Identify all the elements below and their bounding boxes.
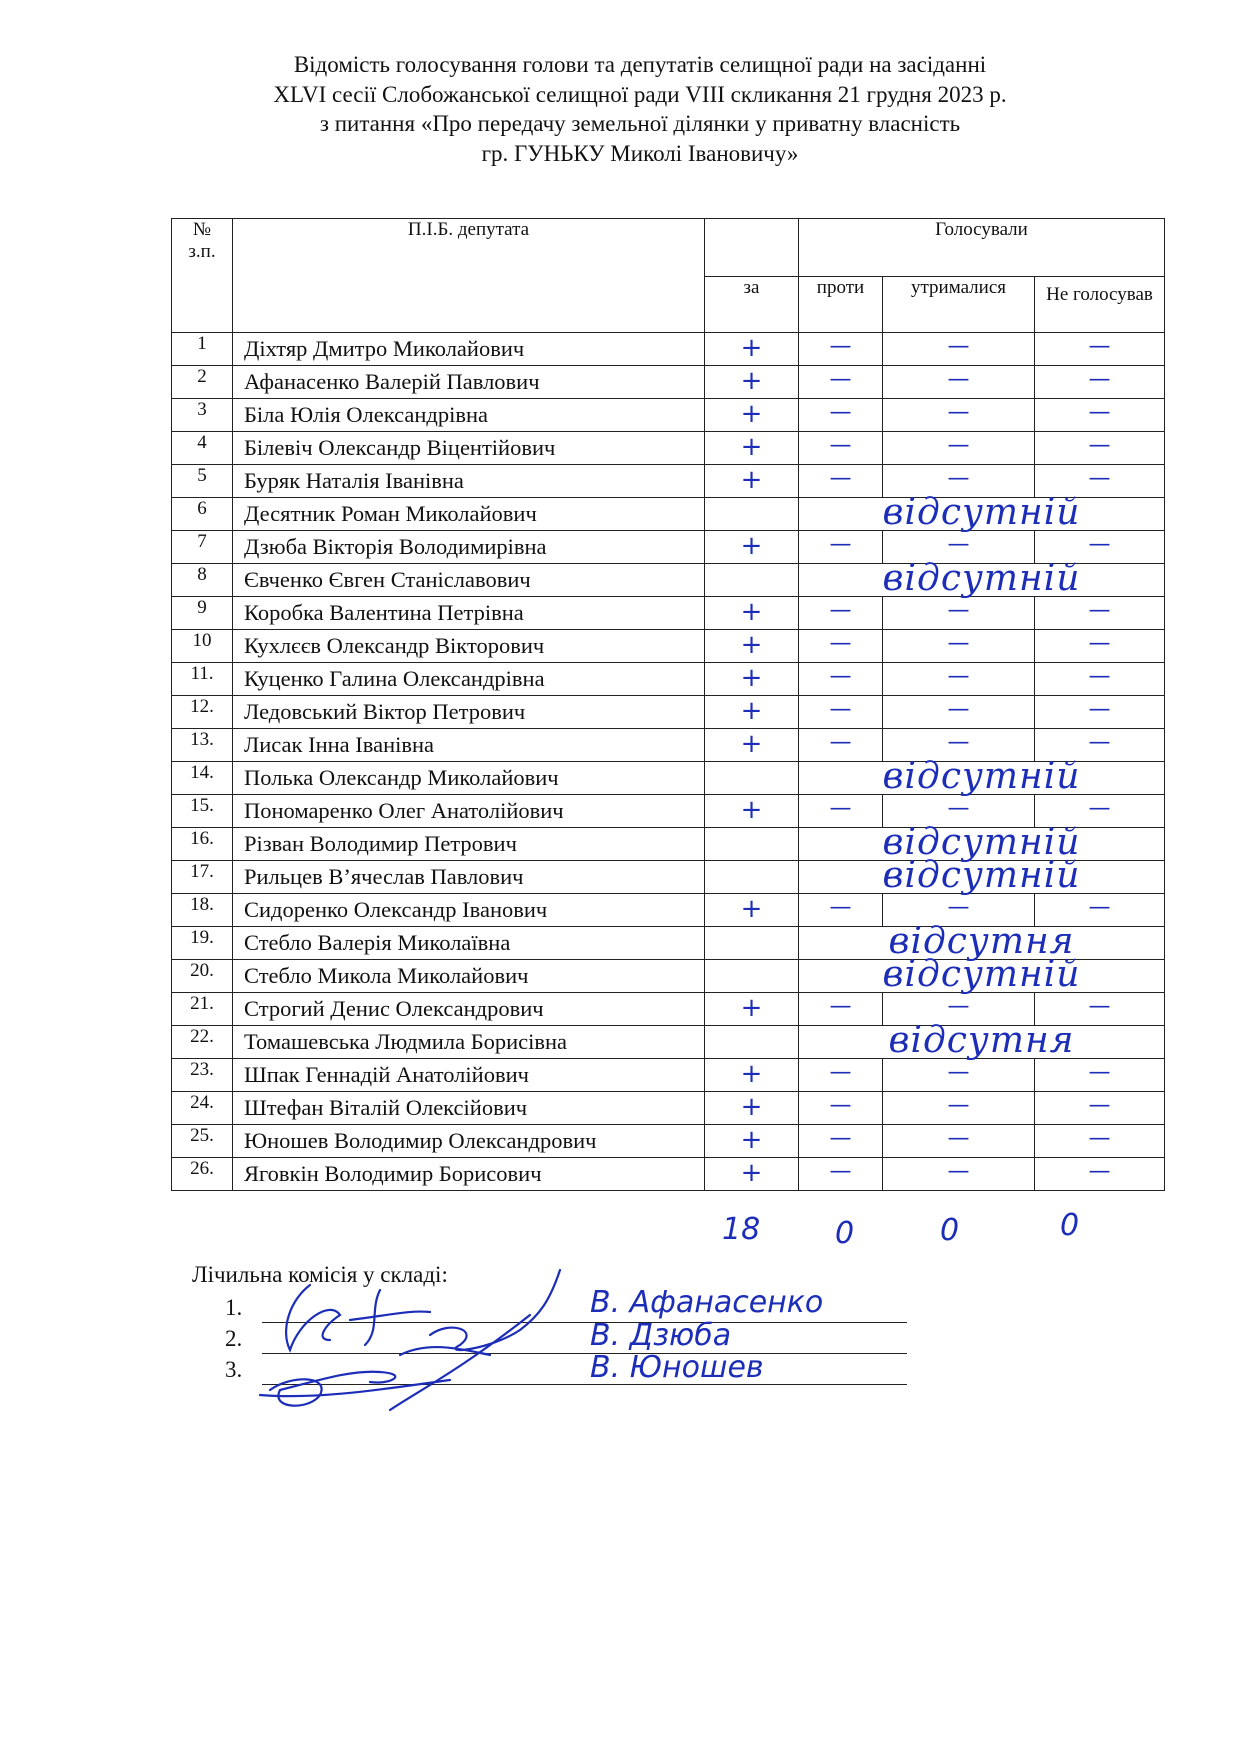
deputy-name: Полька Олександр Миколайович	[233, 762, 705, 795]
vote-not-voted-mark: —	[1035, 696, 1165, 729]
table-row	[172, 333, 1165, 366]
vote-abstained-mark: —	[883, 333, 1035, 366]
table-row	[172, 861, 1165, 894]
row-number: 9	[172, 597, 233, 630]
vote-not-voted-mark: —	[1035, 894, 1165, 927]
header-num-label: № з.п.	[188, 219, 216, 262]
deputy-name: Шпак Геннадій Анатолійович	[233, 1059, 705, 1092]
vote-against-mark: —	[799, 795, 883, 828]
vote-for-empty	[705, 861, 799, 894]
vote-against-mark: —	[799, 432, 883, 465]
row-number: 24.	[172, 1092, 233, 1125]
deputy-name: Біла Юлія Олександрівна	[233, 399, 705, 432]
vote-against-mark: —	[799, 366, 883, 399]
table-row	[172, 366, 1165, 399]
vote-abstained-mark: —	[883, 894, 1035, 927]
row-number: 3	[172, 399, 233, 432]
title-line-2: XLVI сесії Слобожанської селищної ради VIII скликання 21 грудня 2023 р.	[273, 81, 1007, 107]
row-number: 6	[172, 498, 233, 531]
deputy-name: Діхтяр Дмитро Миколайович	[233, 333, 705, 366]
deputy-name: Пономаренко Олег Анатолійович	[233, 795, 705, 828]
handwritten-signatures	[230, 1260, 590, 1440]
vote-not-voted-mark: —	[1035, 531, 1165, 564]
absent-note: відсутній	[799, 861, 1165, 894]
vote-abstained-mark: —	[883, 795, 1035, 828]
vote-against-mark: —	[799, 663, 883, 696]
vote-abstained-mark: —	[883, 1158, 1035, 1191]
vote-for-mark: +	[705, 993, 799, 1026]
row-number: 7	[172, 531, 233, 564]
deputy-name: Сидоренко Олександр Іванович	[233, 894, 705, 927]
total-for: 18	[722, 1212, 761, 1247]
vote-abstained-mark: —	[883, 399, 1035, 432]
vote-for-empty	[705, 960, 799, 993]
table-row	[172, 1059, 1165, 1092]
header-name: П.І.Б. депутата	[233, 219, 705, 333]
vote-not-voted-mark: —	[1035, 1125, 1165, 1158]
row-number: 4	[172, 432, 233, 465]
table-row	[172, 663, 1165, 696]
table-row	[172, 630, 1165, 663]
commission-member-name-3: В. Юношев	[590, 1350, 764, 1385]
table-row	[172, 399, 1165, 432]
table-row	[172, 498, 1165, 531]
header-not-voted	[1035, 277, 1165, 333]
row-number: 11.	[172, 663, 233, 696]
commission-member-name-1: В. Афанасенко	[590, 1285, 824, 1320]
table-row	[172, 1125, 1165, 1158]
vote-for-mark: +	[705, 894, 799, 927]
vote-for-mark: +	[705, 696, 799, 729]
deputy-name: Рильцев В’ячеслав Павлович	[233, 861, 705, 894]
vote-against-mark: —	[799, 993, 883, 1026]
vote-for-mark: +	[705, 399, 799, 432]
total-against: 0	[835, 1216, 855, 1251]
deputy-name: Десятник Роман Миколайович	[233, 498, 705, 531]
vote-for-mark: +	[705, 663, 799, 696]
vote-for-mark: +	[705, 1092, 799, 1125]
row-number: 15.	[172, 795, 233, 828]
header-not-voted-label: Не голосував	[1046, 284, 1153, 305]
vote-against-mark: —	[799, 1059, 883, 1092]
title-line-1: Відомість голосування голови та депутатів селищної ради на засіданні	[293, 52, 987, 77]
vote-against-mark: —	[799, 1125, 883, 1158]
vote-not-voted-mark: —	[1035, 729, 1165, 762]
vote-for-mark: +	[705, 366, 799, 399]
table-row	[172, 432, 1165, 465]
vote-for-mark: +	[705, 630, 799, 663]
vote-not-voted-mark: —	[1035, 399, 1165, 432]
table-row	[172, 1092, 1165, 1125]
vote-for-mark: +	[705, 729, 799, 762]
deputy-name: Ледовський Віктор Петрович	[233, 696, 705, 729]
absent-note: відсутній	[799, 498, 1165, 531]
vote-not-voted-mark: —	[1035, 993, 1165, 1026]
vote-abstained-mark: —	[883, 432, 1035, 465]
vote-not-voted-mark: —	[1035, 465, 1165, 498]
table-row	[172, 1158, 1165, 1191]
commission-member-name-2: В. Дзюба	[590, 1318, 732, 1353]
row-number: 13.	[172, 729, 233, 762]
header-against: проти	[799, 277, 883, 333]
deputy-name: Афанасенко Валерій Павлович	[233, 366, 705, 399]
table-row	[172, 960, 1165, 993]
row-number: 10	[172, 630, 233, 663]
vote-against-mark: —	[799, 696, 883, 729]
deputy-name: Томашевська Людмила Борисівна	[233, 1026, 705, 1059]
header-num	[172, 219, 233, 333]
row-number: 2	[172, 366, 233, 399]
row-number: 17.	[172, 861, 233, 894]
title-line-4: гр. ГУНЬКУ Миколі Івановичу»	[481, 140, 799, 166]
vote-for-mark: +	[705, 531, 799, 564]
deputy-name: Юношев Володимир Олександрович	[233, 1125, 705, 1158]
row-number: 5	[172, 465, 233, 498]
voting-table	[171, 218, 1165, 1191]
row-number: 26.	[172, 1158, 233, 1191]
vote-abstained-mark: —	[883, 465, 1035, 498]
vote-abstained-mark: —	[883, 1125, 1035, 1158]
row-number: 25.	[172, 1125, 233, 1158]
vote-abstained-mark: —	[883, 1059, 1035, 1092]
absent-note: відсутній	[799, 762, 1165, 795]
vote-not-voted-mark: —	[1035, 597, 1165, 630]
vote-for-mark: +	[705, 465, 799, 498]
row-number: 1	[172, 333, 233, 366]
vote-for-mark: +	[705, 333, 799, 366]
header-for: за	[705, 277, 799, 333]
vote-for-empty	[705, 927, 799, 960]
deputy-name: Дзюба Вікторія Володимирівна	[233, 531, 705, 564]
vote-for-mark: +	[705, 1059, 799, 1092]
vote-not-voted-mark: —	[1035, 795, 1165, 828]
vote-not-voted-mark: —	[1035, 630, 1165, 663]
commission-member-num-1: 1.	[225, 1295, 243, 1320]
deputy-name: Яговкін Володимир Борисович	[233, 1158, 705, 1191]
deputy-name: Строгий Денис Олександрович	[233, 993, 705, 1026]
signature-1-stroke	[286, 1285, 340, 1350]
vote-abstained-mark: —	[883, 597, 1035, 630]
row-number: 20.	[172, 960, 233, 993]
vote-abstained-mark: —	[883, 696, 1035, 729]
vote-abstained-mark: —	[883, 366, 1035, 399]
row-number: 14.	[172, 762, 233, 795]
deputy-name: Євченко Євген Станіславович	[233, 564, 705, 597]
vote-not-voted-mark: —	[1035, 1059, 1165, 1092]
deputy-name: Кухлєєв Олександр Вікторович	[233, 630, 705, 663]
deputy-name: Стебло Микола Миколайович	[233, 960, 705, 993]
vote-for-empty	[705, 762, 799, 795]
row-number: 23.	[172, 1059, 233, 1092]
vote-abstained-mark: —	[883, 729, 1035, 762]
table-row	[172, 597, 1165, 630]
absent-note: відсутній	[799, 828, 1165, 861]
row-number: 16.	[172, 828, 233, 861]
vote-abstained-mark: —	[883, 630, 1035, 663]
vote-abstained-mark: —	[883, 1092, 1035, 1125]
vote-not-voted-mark: —	[1035, 333, 1165, 366]
table-row	[172, 762, 1165, 795]
signature-3-stroke	[270, 1372, 395, 1406]
header-empty	[705, 219, 799, 277]
row-number: 21.	[172, 993, 233, 1026]
commission-member-num-2: 2.	[225, 1326, 243, 1351]
absent-note: відсутня	[799, 927, 1165, 960]
absent-note: відсутня	[799, 1026, 1165, 1059]
deputy-name: Білевіч Олександр Віцентійович	[233, 432, 705, 465]
signature-2-stroke	[430, 1270, 560, 1350]
table-row	[172, 696, 1165, 729]
vote-for-mark: +	[705, 795, 799, 828]
vote-against-mark: —	[799, 1158, 883, 1191]
vote-for-empty	[705, 498, 799, 531]
deputy-name: Буряк Наталія Іванівна	[233, 465, 705, 498]
vote-not-voted-mark: —	[1035, 1092, 1165, 1125]
document-title	[160, 50, 1120, 168]
absent-note: відсутній	[799, 564, 1165, 597]
header-abstained: утрималися	[883, 277, 1035, 333]
vote-against-mark: —	[799, 531, 883, 564]
vote-against-mark: —	[799, 333, 883, 366]
vote-for-mark: +	[705, 597, 799, 630]
row-number: 8	[172, 564, 233, 597]
vote-not-voted-mark: —	[1035, 1158, 1165, 1191]
vote-against-mark: —	[799, 399, 883, 432]
vote-for-mark: +	[705, 1158, 799, 1191]
deputy-name: Стебло Валерія Миколаївна	[233, 927, 705, 960]
vote-not-voted-mark: —	[1035, 366, 1165, 399]
deputy-name: Різван Володимир Петрович	[233, 828, 705, 861]
row-number: 12.	[172, 696, 233, 729]
header-voted: Голосували	[799, 219, 1165, 277]
vote-totals	[700, 1208, 1120, 1251]
deputy-name: Штефан Віталій Олексійович	[233, 1092, 705, 1125]
vote-abstained-mark: —	[883, 663, 1035, 696]
title-line-3: з питання «Про передачу земельної ділянки у приватну власність	[319, 111, 961, 136]
table-row	[172, 1026, 1165, 1059]
vote-against-mark: —	[799, 894, 883, 927]
vote-not-voted-mark: —	[1035, 663, 1165, 696]
vote-for-mark: +	[705, 1125, 799, 1158]
vote-for-empty	[705, 828, 799, 861]
table-row	[172, 564, 1165, 597]
deputy-name: Лисак Інна Іванівна	[233, 729, 705, 762]
row-number: 18.	[172, 894, 233, 927]
deputy-name: Куценко Галина Олександрівна	[233, 663, 705, 696]
vote-abstained-mark: —	[883, 531, 1035, 564]
signature-1-stroke-b	[350, 1290, 430, 1345]
vote-for-empty	[705, 564, 799, 597]
vote-against-mark: —	[799, 729, 883, 762]
commission-member-num-3: 3.	[225, 1357, 243, 1382]
vote-for-empty	[705, 1026, 799, 1059]
vote-abstained-mark: —	[883, 993, 1035, 1026]
vote-against-mark: —	[799, 465, 883, 498]
vote-not-voted-mark: —	[1035, 432, 1165, 465]
absent-note: відсутній	[799, 960, 1165, 993]
vote-against-mark: —	[799, 597, 883, 630]
row-number: 19.	[172, 927, 233, 960]
total-abstained: 0	[940, 1213, 960, 1248]
vote-for-mark: +	[705, 432, 799, 465]
deputy-name: Коробка Валентина Петрівна	[233, 597, 705, 630]
vote-against-mark: —	[799, 1092, 883, 1125]
commission-label: Лічильна комісія у складі:	[192, 1262, 448, 1287]
vote-against-mark: —	[799, 630, 883, 663]
row-number: 22.	[172, 1026, 233, 1059]
total-not-voted: 0	[1060, 1208, 1080, 1243]
